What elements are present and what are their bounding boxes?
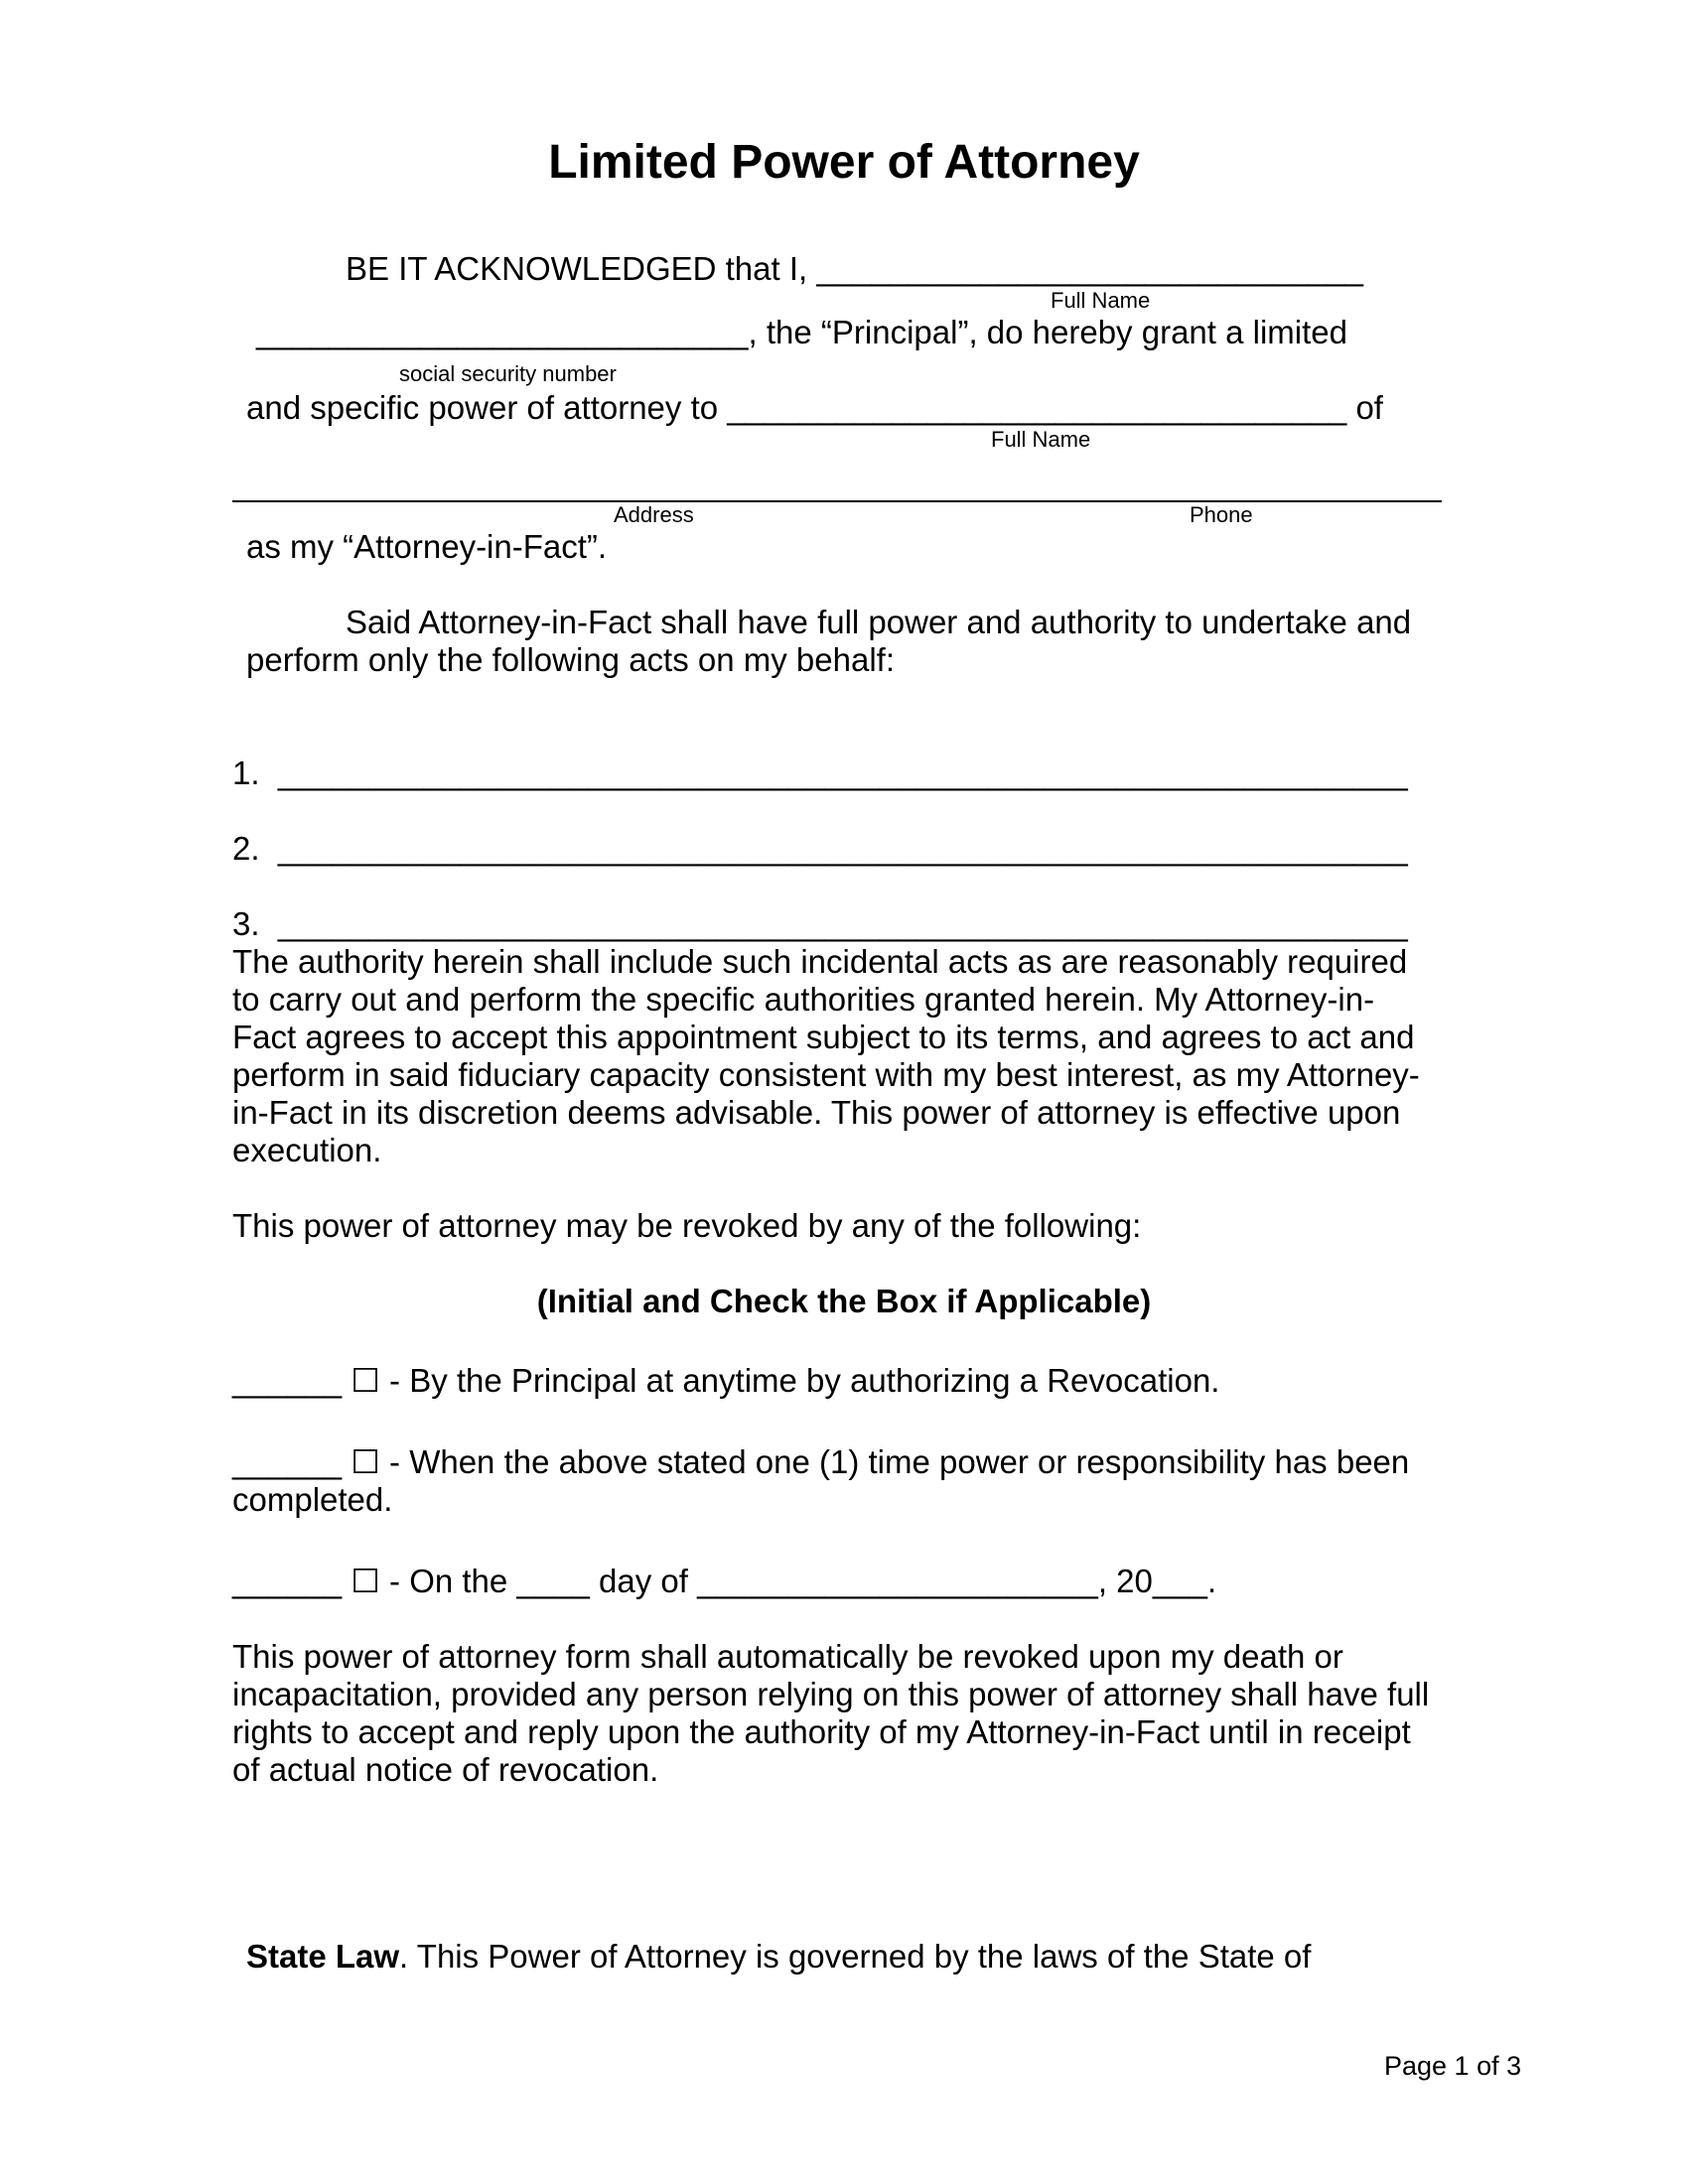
revoke-intro: This power of attorney may be revoked by any of the following: bbox=[232, 1207, 1142, 1244]
act-line-2[interactable]: 2. ______________________________________________________________ bbox=[232, 830, 1408, 867]
label-social-security-number: social security number bbox=[399, 361, 617, 386]
auto-revoke-line-1: This power of attorney form shall automatically be revoked upon my death or bbox=[232, 1638, 1343, 1675]
act-line-1[interactable]: 1. ______________________________________________________________ bbox=[232, 754, 1408, 791]
label-phone: Phone bbox=[1190, 502, 1253, 527]
incidental-para-line-5: in-Fact in its discretion deems advisable. This power of attorney is effective upon bbox=[232, 1094, 1401, 1131]
revoke-option-1[interactable]: ______ ☐ - By the Principal at anytime by authorizing a Revocation. bbox=[232, 1362, 1220, 1399]
incidental-para-line-3: Fact agrees to accept this appointment subject to its terms, and agrees to act and bbox=[232, 1019, 1415, 1055]
auto-revoke-line-3: rights to accept and reply upon the authority of my Attorney-in-Fact until in receipt bbox=[232, 1713, 1411, 1750]
state-law-line bbox=[246, 1940, 1311, 1973]
incidental-para-line-6: execution. bbox=[232, 1132, 382, 1168]
authority-para-line-1: Said Attorney-in-Fact shall have full power and authority to undertake and bbox=[346, 604, 1412, 640]
incidental-para-line-2: to carry out and perform the specific authorities granted herein. My Attorney-in- bbox=[232, 981, 1375, 1018]
state-law-label: State Law bbox=[246, 1938, 400, 1975]
revoke-heading: (Initial and Check the Box if Applicable) bbox=[536, 1283, 1152, 1319]
incidental-para-line-4: perform in said fiduciary capacity consistent with my best interest, as my Attorney- bbox=[232, 1056, 1420, 1093]
intro-line-3: and specific power of attorney to __________________________________ of bbox=[246, 389, 1383, 426]
document-title: Limited Power of Attorney bbox=[548, 136, 1140, 189]
intro-line-2: ___________________________, the “Principal”, do hereby grant a limited bbox=[256, 314, 1347, 350]
label-address: Address bbox=[614, 502, 694, 527]
authority-para-line-2: perform only the following acts on my behalf: bbox=[246, 641, 895, 678]
intro-line-1: BE IT ACKNOWLEDGED that I, ______________________________ bbox=[346, 250, 1363, 287]
label-attorney-full-name: Full Name bbox=[991, 427, 1091, 452]
revoke-option-2-cont: completed. bbox=[232, 1481, 393, 1518]
incidental-para-line-1: The authority herein shall include such incidental acts as are reasonably required bbox=[232, 943, 1408, 980]
page-number: Page 1 of 3 bbox=[1384, 2051, 1522, 2081]
act-line-3[interactable]: 3. ______________________________________________________________ bbox=[232, 905, 1408, 942]
auto-revoke-line-4: of actual notice of revocation. bbox=[232, 1751, 659, 1788]
intro-line-4: as my “Attorney-in-Fact”. bbox=[246, 528, 608, 565]
state-law-text: . This Power of Attorney is governed by the laws of the State of bbox=[399, 1938, 1312, 1975]
revoke-option-3[interactable]: ______ ☐ - On the ____ day of ______________________, 20___. bbox=[232, 1563, 1217, 1599]
auto-revoke-line-2: incapacitation, provided any person relying on this power of attorney shall have full bbox=[232, 1676, 1430, 1712]
address-phone-line[interactable] bbox=[232, 500, 1442, 502]
label-principal-full-name: Full Name bbox=[1051, 288, 1151, 313]
revoke-option-2[interactable]: ______ ☐ - When the above stated one (1) time power or responsibility has been bbox=[232, 1443, 1410, 1480]
